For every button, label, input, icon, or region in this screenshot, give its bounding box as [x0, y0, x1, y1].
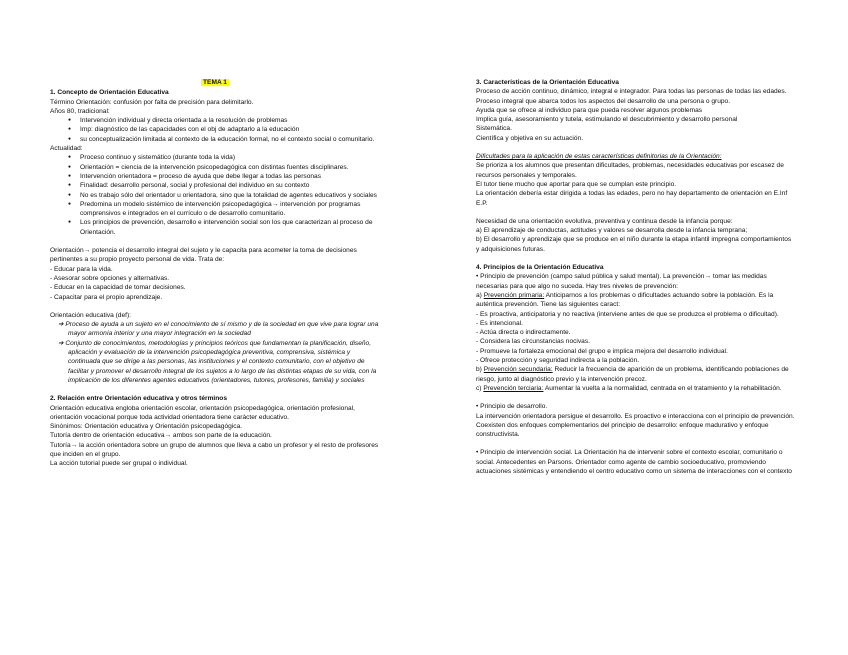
paragraph: Orientación→ potencia el desarrollo integral del sujeto y le capacita para acometer la toma de decisiones pertinentes a su propio proyecto personal de vida. Trata de: — [50, 247, 357, 264]
paragraph: El tutor tiene mucho que aportar para que se cumplan este principio. — [476, 180, 677, 188]
list-item: - Considera las circunstancias nocivas. — [476, 338, 590, 346]
list-item: - Ofrece protección y seguridad indirecta a la población. — [476, 357, 640, 365]
definition-item: ➔ Conjunto de conocimientos, metodologías y principios teóricos que fundamentan la planificación, diseño, aplicación y evaluación de la intervención psicopedagógica preventiva, comprensiva, sistémica y continuada que se dirige a las personas, las instituciones y el contexto comunitario, con el objetivo de facilitar y promover el desarrollo integral de los sujetos a lo largo de las distintas etapas de su vida, con la implicación de los diferentes agentes educativos (orientadores, tutores, profesores, familia) y sociales — [58, 339, 377, 384]
paragraph: Término Orientación: confusión por falta de precisión para delimitarlo. — [50, 98, 254, 106]
list-item: ● Proceso continuo y sistemático (durante toda la vida) — [78, 153, 380, 162]
paragraph: Sinónimos: Orientación educativa y Orientación psicopedagógica. — [50, 423, 243, 431]
list-item: - Educar en la capacidad de tomar decisiones. — [50, 284, 186, 292]
paragraph: b) Prevención secundaria: Reducir la frecuencia de aparición de un problema, identificando poblaciones de riesgo, junto al diagnóstico previo y la intervención precoz. — [476, 366, 789, 383]
traditional-list — [50, 116, 380, 144]
paragraph: a) Prevención primaria: Anticiparnos a los problemas o dificultades actuando sobre la población. Es la auténtica prevención. Tiene las siguientes caract: — [476, 291, 774, 309]
list-item: - Promueve la fortaleza emocional del grupo e implica mejora del desarrollo individual. — [476, 347, 728, 355]
paragraph: Necesidad de una orientación evolutiva, preventiva y continua desde la infancia porque: — [476, 217, 733, 225]
paragraph: Científica y objetiva en su actuación. — [476, 134, 584, 142]
paragraph: c) Prevención terciaria: Aumentar la vuelta a la normalidad, centrada en el tratamiento y la rehabilitación. — [476, 384, 782, 392]
paragraph: La acción tutorial puede ser grupal o individual. — [50, 460, 188, 468]
section-1-heading: 1. Concepto de Orientación Educativa — [50, 89, 169, 97]
left-column — [50, 78, 380, 469]
paragraph: Se prioriza a los alumnos que presentan dificultades, problemas, necesidades educativas por escasez de recursos personales y temporales. — [476, 162, 784, 179]
paragraph: • Principio de prevención (campo salud pública y salud mental). La prevención→ tomar las medidas necesarias para que algo no suceda. Hay tres niveles de prevención: — [476, 273, 767, 290]
section-4-heading: 4. Principios de la Orientación Educativa — [476, 264, 604, 272]
primary-prevention-label: Prevención primaria: — [483, 291, 545, 299]
list-item: ● Orientación = ciencia de la intervención psicopedagógica con distintas fuentes disciplinares. — [78, 163, 380, 172]
list-item: ● Intervención individual y directa orientada a la resolución de problemas — [78, 116, 380, 125]
paragraph: La orientación debería estar dirigida a todas las edades, pero no hay departamento de orientación en E.Inf E.P. — [476, 190, 788, 207]
paragraph: La intervención orientadora persigue el desarrollo. Es proactivo e interacciona con el principio de prevención. Coexisten dos enfoques complementarios del principio de desarrollo: enfoque madurativo y enfoque constructivista. — [476, 412, 795, 439]
list-item: ● Los principios de prevención, desarrollo e intervención social son los que caracterizan al proceso de Orientación. — [78, 218, 380, 237]
list-item: - Capacitar para el propio aprendizaje. — [50, 293, 163, 301]
paragraph: Orientación educativa (def): — [50, 311, 131, 319]
list-item: - Es proactiva, anticipatoria y no reactiva (interviene antes de que se produzca el problema o dificultad). — [476, 310, 779, 318]
paragraph: a) El aprendizaje de conductas, actitudes y valores se desarrolla desde la infancia temprana; — [476, 227, 748, 235]
list-item: - Es intencional. — [476, 319, 523, 327]
paragraph: Actualidad: — [50, 145, 83, 153]
paragraph: Implica guía, asesoramiento y tutela, estimulando el descubrimiento y desarrollo personal — [476, 116, 738, 124]
list-item: ● Predomina un modelo sistémico de intervención psicopedagógica→ intervención por programas comprensivos e integrados en el currículo o de desarrollo comunitario. — [78, 200, 380, 219]
paragraph: Sistemática. — [476, 125, 512, 133]
paragraph: b) El desarrollo y aprendizaje que se produce en el niño durante la etapa infantil impregna comportamientos y adquisiciones futuras. — [476, 236, 792, 253]
list-item: ● No es trabajo sólo del orientador u orientadora, sino que la totalidad de agentes educativos y sociales — [78, 191, 380, 200]
document-title: TEMA 1 — [203, 79, 227, 86]
paragraph: • Principio de intervención social. La Orientación ha de intervenir sobre el contexto escolar, comunitario o social. Antecedentes en Parsons. Orientador como agente de cambio socioeducativo, promoviendo actuaciones sistémicas y entendiendo el centro educativo como un sistema de interacciones con el contexto — [476, 449, 792, 475]
paragraph: Proceso de acción continuo, dinámico, integral e integrador. Para todas las personas de todas las edades. — [476, 88, 787, 96]
secondary-prevention-label: Prevención secundaria: — [483, 366, 553, 374]
section-2-heading: 2. Relación entre Orientación educativa y otros términos — [50, 395, 227, 403]
difficulties-heading: Dificultades para la aplicación de estas características definitorias de la Orientación: — [476, 153, 722, 161]
list-item: ● Imp: diagnóstico de las capacidades con el obj de adaptarlo a la educación — [78, 125, 380, 134]
development-heading: • Principio de desarrollo. — [476, 403, 548, 411]
paragraph: Proceso integral que abarca todos los aspectos del desarrollo de una persona o grupo. — [476, 97, 731, 105]
paragraph: Orientación educativa engloba orientación escolar, orientación psicopedagógica, orientación profesional, orientación vocacional porque toda actividad orientadora tiene carácter educativo. — [50, 404, 355, 421]
paragraph: Tutoría→ la acción orientadora sobre un grupo de alumnos que lleva a cabo un profesor y el resto de profesores que inciden en el grupo. — [50, 441, 379, 458]
list-item: - Educar para la vida. — [50, 265, 113, 273]
paragraph: Tutoría dentro de orientación educativa→ ambos son parte de la educación. — [50, 432, 272, 440]
list-item: - Asesorar sobre opciones y alternativas. — [50, 274, 170, 282]
tertiary-prevention-label: Prevención terciaria: — [483, 384, 544, 392]
list-item: - Actúa directa o indirectamente. — [476, 329, 571, 337]
paragraph: Ayuda que se ofrece al individuo para que pueda resolver algunos problemas — [476, 106, 703, 114]
list-item: ● Intervención orientadora = proceso de ayuda que debe llegar a todas las personas — [78, 172, 380, 181]
definition-item: ➔ Proceso de ayuda a un sujeto en el conocimiento de sí mismo y de la sociedad en que vive para lograr una mayor armonía interior y una mayor integración en la sociedad — [58, 321, 379, 338]
section-3-heading: 3. Características de la Orientación Educativa — [476, 79, 619, 86]
list-item: ● su conceptualización limitada al contexto de la educación formal, no el contexto social o comunitario. — [78, 135, 380, 144]
paragraph: Años 80, tradicional: — [50, 107, 110, 115]
list-item: ● Finalidad: desarrollo personal, social y profesional del individuo en su contexto — [78, 181, 380, 190]
actual-list — [50, 153, 380, 237]
right-column — [476, 78, 796, 476]
